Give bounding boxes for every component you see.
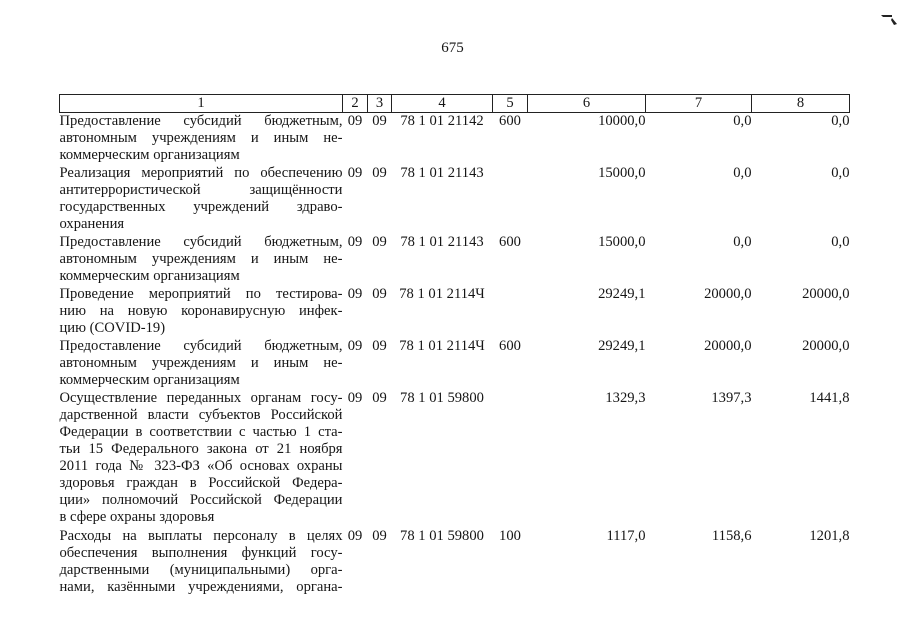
amount-col-8: 0,0 (831, 234, 850, 250)
budget-table (59, 94, 850, 597)
expense-type-code (493, 165, 528, 234)
description-line: Предоставление субсидий бюджетным, (59, 113, 343, 129)
expense-type-code: 600 (499, 113, 521, 129)
subsection-code: 09 (372, 528, 387, 544)
amount-col-7: 20000,0 (704, 286, 752, 302)
row-description (60, 528, 343, 597)
target-article-code: 78 1 01 2114Ч (399, 286, 485, 302)
amount-col-7: 0,0 (733, 234, 752, 250)
description-line: коммерческим организациям (59, 147, 240, 163)
row-description (60, 234, 343, 286)
section-code: 09 (347, 528, 363, 544)
header-col-2: 2 (343, 95, 368, 113)
amount-col-6: 29249,1 (598, 338, 646, 354)
subsection-code: 09 (372, 234, 387, 250)
description-line: автономным учреждениям и иным не- (59, 130, 343, 146)
section-code: 09 (347, 165, 363, 181)
table-row (60, 113, 850, 166)
description-line: автономным учреждениям и иным не- (59, 251, 343, 267)
subsection-code: 09 (372, 113, 387, 129)
description-line: Реализация мероприятий по обеспечению (59, 165, 343, 181)
description-line: нами, казёнными учреждениями, органа- (59, 579, 343, 595)
target-article-code: 78 1 01 21142 (400, 113, 484, 129)
description-line: Федерации в соответствии с частью 1 ста- (59, 424, 343, 440)
row-description (60, 338, 343, 390)
description-line: обеспечения выполнения функций госу- (59, 545, 343, 561)
description-line: ции» полномочий Российской Федерации (59, 492, 343, 508)
amount-col-7: 0,0 (733, 165, 752, 181)
description-line: цию (COVID-19) (59, 320, 166, 336)
description-line: Расходы на выплаты персоналу в целях (59, 528, 343, 544)
subsection-code: 09 (372, 390, 387, 406)
expense-type-code (493, 286, 528, 338)
table-row (60, 338, 850, 390)
header-col-1: 1 (60, 95, 343, 113)
row-description (60, 165, 343, 234)
section-code: 09 (347, 234, 363, 250)
table-row (60, 286, 850, 338)
header-col-4: 4 (392, 95, 493, 113)
amount-col-6: 10000,0 (598, 113, 646, 129)
amount-col-8: 20000,0 (802, 338, 850, 354)
page-number: 675 (441, 40, 464, 56)
target-article-code: 78 1 01 2114Ч (399, 338, 485, 354)
subsection-code: 09 (372, 286, 387, 302)
description-line: дарственной власти субъектов Российской (59, 407, 343, 423)
header-col-5: 5 (493, 95, 528, 113)
section-code: 09 (347, 286, 363, 302)
table-row (60, 390, 850, 528)
amount-col-8: 0,0 (831, 165, 850, 181)
header-col-7: 7 (646, 95, 752, 113)
description-line: дарственными (муниципальными) орга- (59, 562, 343, 578)
amount-col-7: 0,0 (733, 113, 752, 129)
row-description (60, 286, 343, 338)
amount-col-7: 20000,0 (704, 338, 752, 354)
section-code: 09 (347, 390, 363, 406)
expense-type-code (493, 390, 528, 528)
description-line: коммерческим организациям (59, 372, 240, 388)
table-row (60, 165, 850, 234)
amount-col-8: 0,0 (831, 113, 850, 129)
target-article-code: 78 1 01 59800 (400, 390, 484, 406)
description-line: Осуществление переданных органам госу- (59, 390, 343, 406)
scan-corner-mark (880, 12, 898, 26)
description-line: в сфере охраны здоровья (59, 509, 215, 525)
amount-col-8: 1201,8 (809, 528, 850, 544)
target-article-code: 78 1 01 21143 (400, 165, 484, 181)
header-col-6: 6 (528, 95, 646, 113)
description-line: 2011 года № 323-ФЗ «Об основах охраны (59, 458, 343, 474)
description-line: коммерческим организациям (59, 268, 240, 284)
amount-col-6: 29249,1 (598, 286, 646, 302)
section-code: 09 (347, 113, 363, 129)
expense-type-code: 600 (499, 234, 521, 250)
description-line: тьи 15 Федерального закона от 21 ноября (59, 441, 343, 457)
amount-col-6: 1117,0 (606, 528, 646, 544)
row-description (60, 113, 343, 166)
description-line: нию на новую коронавирусную инфек- (59, 303, 343, 319)
header-col-8: 8 (752, 95, 850, 113)
description-line: Проведение мероприятий по тестирова- (59, 286, 343, 302)
description-line: Предоставление субсидий бюджетным, (59, 234, 343, 250)
description-line: автономным учреждениям и иным не- (59, 355, 343, 371)
amount-col-7: 1158,6 (711, 528, 752, 544)
table-row (60, 234, 850, 286)
description-line: охранения (59, 216, 125, 232)
description-line: государственных учреждений здраво- (59, 199, 343, 215)
expense-type-code: 100 (499, 528, 521, 544)
description-line: здоровья граждан в Российской Федера- (59, 475, 343, 491)
description-line: антитеррористической защищённости (59, 182, 343, 198)
amount-col-8: 20000,0 (802, 286, 850, 302)
subsection-code: 09 (372, 338, 387, 354)
section-code: 09 (347, 338, 363, 354)
description-line: Предоставление субсидий бюджетным, (59, 338, 343, 354)
expense-type-code: 600 (499, 338, 521, 354)
row-description (60, 390, 343, 528)
amount-col-6: 1329,3 (605, 390, 646, 406)
target-article-code: 78 1 01 21143 (400, 234, 484, 250)
header-row (60, 95, 850, 113)
target-article-code: 78 1 01 59800 (400, 528, 484, 544)
header-col-3: 3 (368, 95, 392, 113)
table-row (60, 528, 850, 597)
amount-col-7: 1397,3 (711, 390, 752, 406)
amount-col-6: 15000,0 (598, 165, 646, 181)
amount-col-6: 15000,0 (598, 234, 646, 250)
amount-col-8: 1441,8 (809, 390, 850, 406)
subsection-code: 09 (372, 165, 387, 181)
